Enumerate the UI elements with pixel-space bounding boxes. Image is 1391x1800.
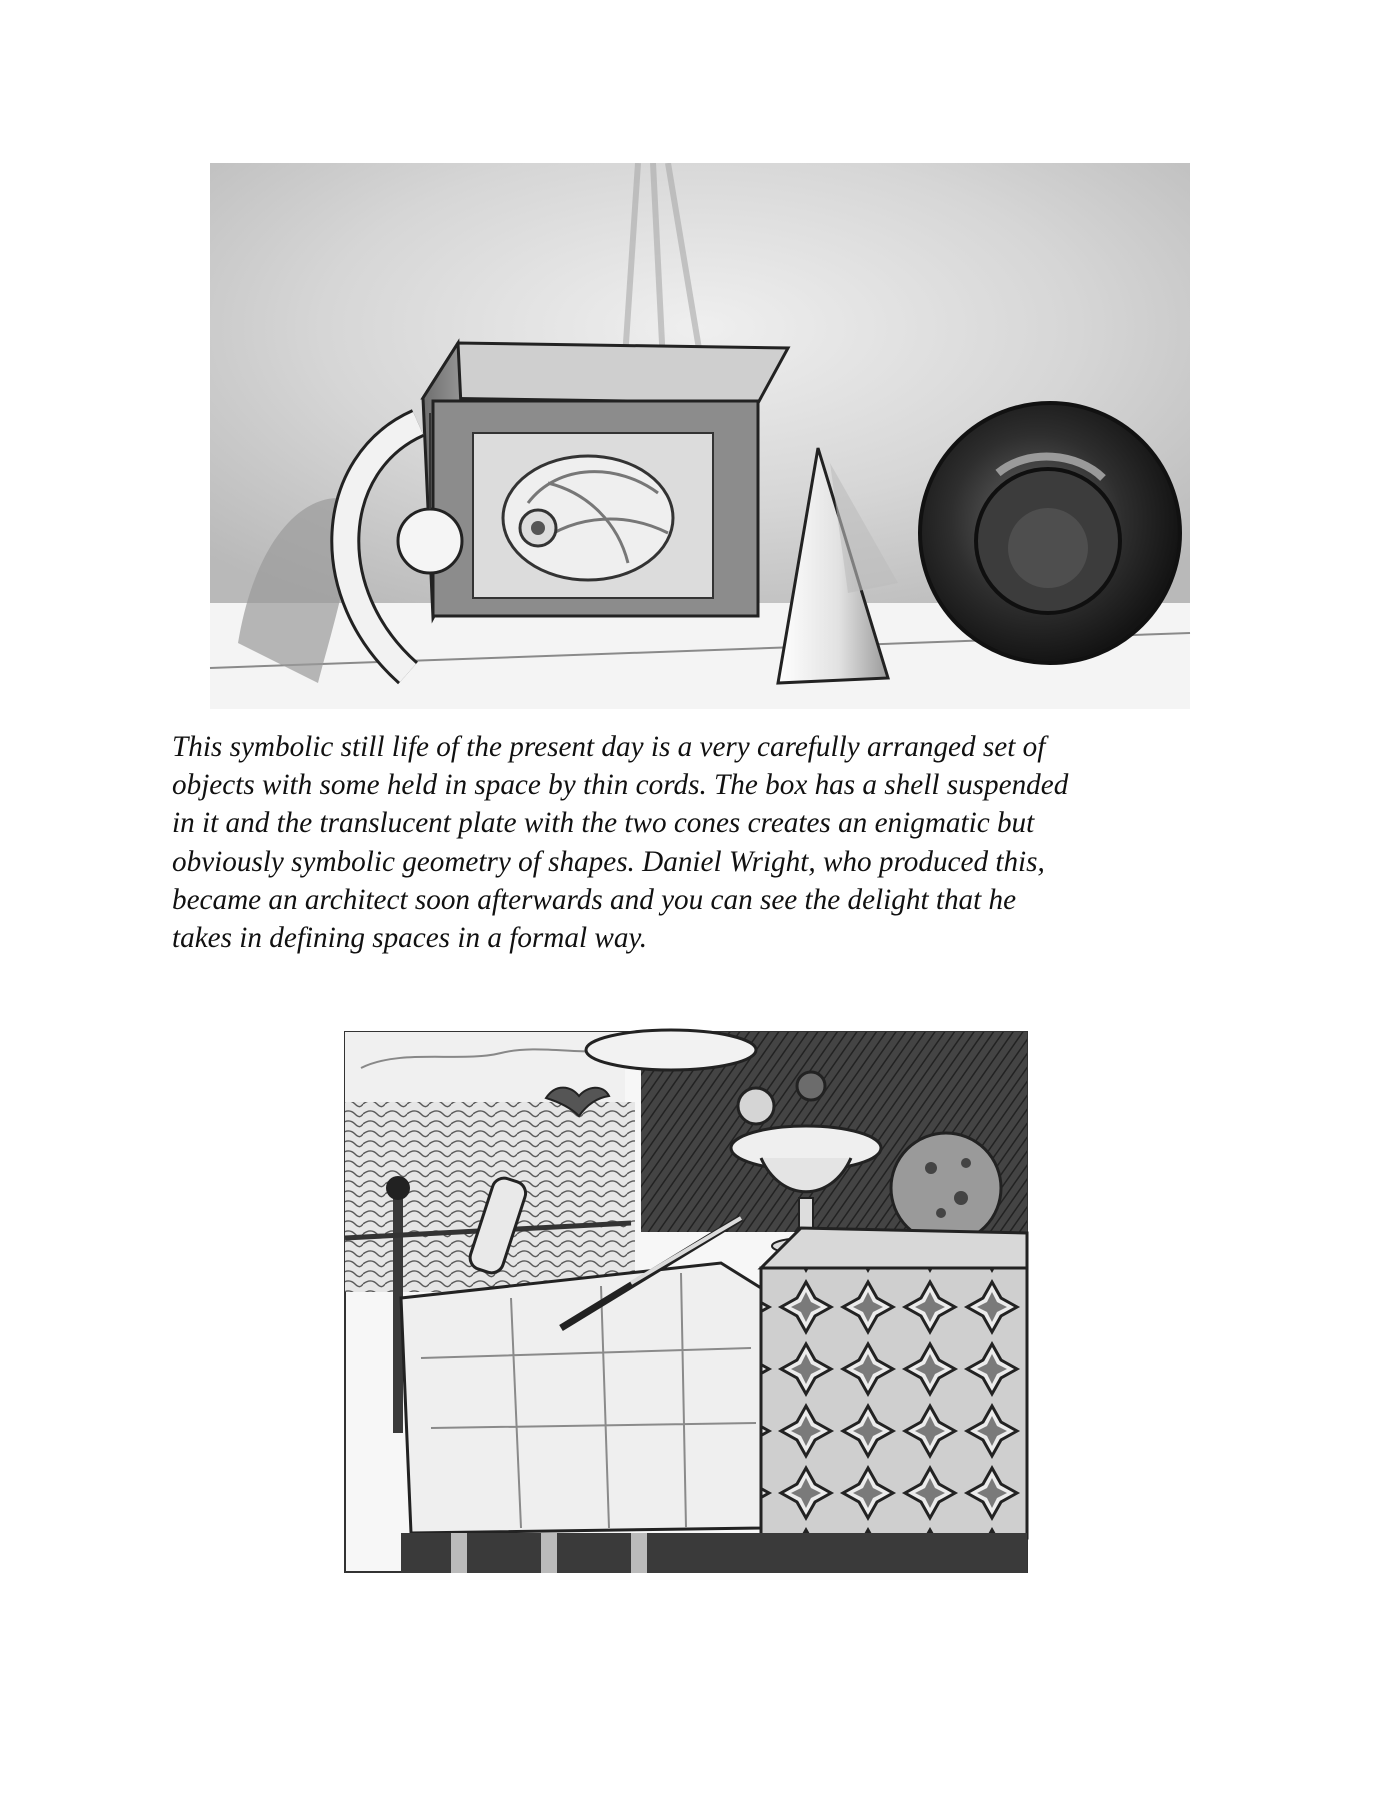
caption-line: This symbolic still life of the present day is a very carefully arranged set of [172,731,1046,763]
caption-line: objects with some held in space by thin cords. The box has a shell suspended [172,769,1069,802]
caption-line: takes in defining spaces in a formal way. [172,922,648,955]
caption-line: became an architect soon afterwards and you can see the delight that he [172,883,1017,916]
caption-line: obviously symbolic geometry of shapes. Daniel Wright, who produced this, [172,845,1045,878]
caption-paragraph [172,728,1232,957]
still-life-drawing-table-seascape [341,1028,1031,1588]
caption-line: in it and the translucent plate with the two cones creates an enigmatic but [172,807,1035,840]
still-life-drawing-box-shell [198,163,1200,709]
